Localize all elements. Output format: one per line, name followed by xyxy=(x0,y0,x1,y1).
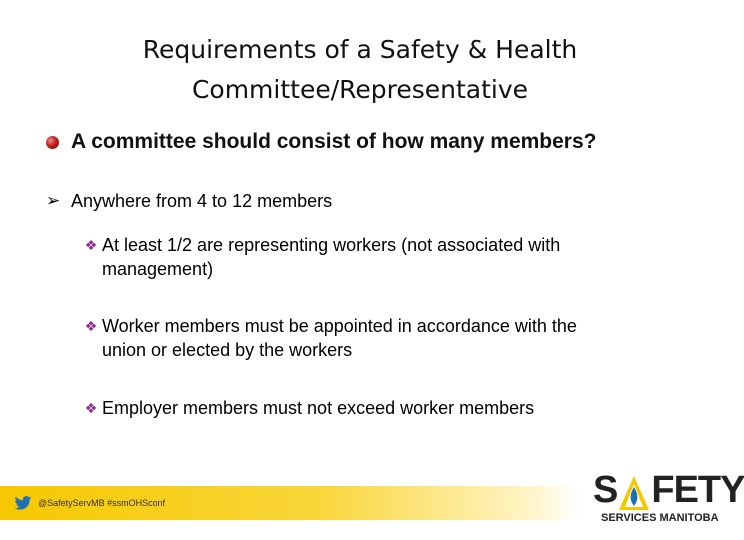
twitter-handle: @SafetyServMB #ssmOHSconf xyxy=(38,498,166,508)
safety-services-manitoba-logo xyxy=(593,468,744,534)
diamond-bullet-icon: ❖ xyxy=(84,400,98,416)
logo-wordmark: S FETY xyxy=(593,469,744,511)
footer-bar xyxy=(0,486,580,520)
slide-title xyxy=(60,30,660,110)
slide-title-line-1: Requirements of a Safety & Health xyxy=(142,35,578,64)
diamond-bullet-icon: ❖ xyxy=(84,237,98,253)
logo-subtitle: SERVICES MANITOBA xyxy=(601,512,719,524)
level2-bullet-3 xyxy=(80,396,640,420)
level2-bullet-1 xyxy=(80,233,640,281)
twitter-bird-icon xyxy=(14,496,32,510)
diamond-bullet-icon: ❖ xyxy=(84,318,98,334)
logo-a-flame-icon xyxy=(618,474,650,512)
red-sphere-bullet-icon xyxy=(46,136,59,149)
level2-text-1: At least 1/2 are representing workers (not associated with management) xyxy=(102,235,561,279)
slide-title-line-2: Committee/Representative xyxy=(191,75,529,104)
level1-text: Anywhere from 4 to 12 members xyxy=(71,191,333,211)
arrow-bullet-icon: ➢ xyxy=(46,191,61,210)
question-row xyxy=(46,130,596,154)
level2-text-2: Worker members must be appointed in accordance with the union or elected by the workers xyxy=(102,316,577,360)
level2-bullet-2 xyxy=(80,314,640,362)
level2-text-3: Employer members must not exceed worker members xyxy=(102,398,535,418)
level1-bullet xyxy=(46,190,332,212)
question-text: A committee should consist of how many members? xyxy=(71,130,597,153)
